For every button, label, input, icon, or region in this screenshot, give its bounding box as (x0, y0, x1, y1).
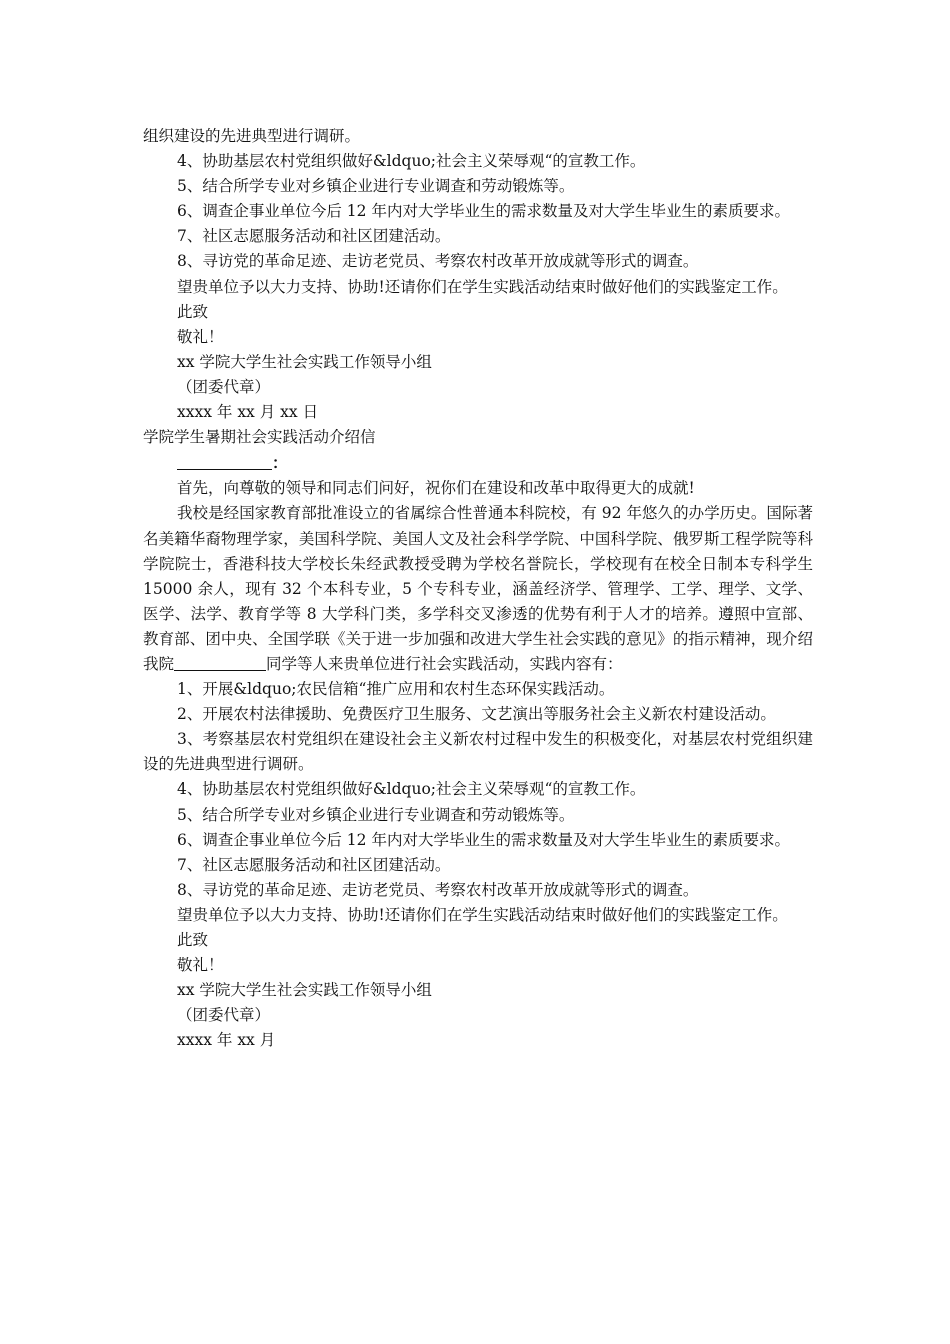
list-item: 4、协助基层农村党组织做好&ldquo;社会主义荣辱观“的宣教工作。 (177, 780, 646, 799)
list-item: 3、考察基层农村党组织在建设社会主义新农村过程中发生的积极变化，对基层农村党组织建设的先进典型进行调研。 (143, 730, 813, 774)
list-item: 2、开展农村法律援助、免费医疗卫生服务、文艺演出等服务社会主义新农村建设活动。 (177, 705, 776, 724)
intro-paragraph (143, 501, 813, 677)
recipient-blank (177, 453, 272, 470)
date-line: xxxx 年 xx 月 (177, 1031, 276, 1050)
list-item: 4、协助基层农村党组织做好&ldquo;社会主义荣辱观“的宣教工作。 (177, 152, 646, 171)
intro-text: 我校是经国家教育部批准设立的省属综合性普通本科院校，有 92 年悠久的办学历史。国际著名美籍华裔物理学家，美国科学院、美国人文及社会科学学院、中国科学院、俄罗斯工程学院等科学院院士，香港科技大学校长朱经武教授受聘为学校名誉院长，学校现有在校全日制本专科学生 15000 余人，现有 32 个本科专业，5 个专科专业，涵盖经济学、管理学、工学、理学、文学、医学、法学、教育学等 8 大学科门类，多学科交叉渗透的优势有利于人才的培养。遵照中宣部、教育部、团中央、全国学联《关于进一步加强和改进大学生社会实践的意见》的指示精神，现介绍我院 (143, 504, 813, 673)
list-item: 5、结合所学专业对乡镇企业进行专业调查和劳动锻炼等。 (177, 805, 575, 824)
salutation (143, 450, 813, 476)
list-item: 6、调查企事业单位今后 12 年内对大学毕业生的需求数量及对大学生毕业生的素质要求。 (177, 830, 790, 849)
signature-line: xx 学院大学生社会实践工作领导小组 (177, 352, 432, 371)
seal-line: （团委代章） (177, 1006, 271, 1025)
intro-text-continued: 同学等人来贵单位进行社会实践活动，实践内容有： (266, 654, 623, 673)
list-item: 8、寻访党的革命足迹、走访老党员、考察农村改革开放成就等形式的调查。 (177, 252, 699, 271)
letter-title: 学院学生暑期社会实践活动介绍信 (143, 428, 376, 447)
list-item: 8、寻访党的革命足迹、走访老党员、考察农村改革开放成就等形式的调查。 (177, 880, 699, 899)
part1-section (143, 124, 813, 425)
list-item: 7、社区志愿服务活动和社区团建活动。 (177, 855, 451, 874)
greeting-paragraph: 首先，向尊敬的领导和同志们问好，祝你们在建设和改革中取得更大的成就! (177, 479, 695, 498)
request-paragraph: 望贵单位予以大力支持、协助!还请你们在学生实践活动结束时做好他们的实践鉴定工作。 (177, 277, 788, 296)
date-line: xxxx 年 xx 月 xx 日 (177, 403, 319, 422)
seal-line: （团委代章） (177, 377, 271, 396)
signature-line: xx 学院大学生社会实践工作领导小组 (177, 981, 432, 1000)
request-paragraph: 望贵单位予以大力支持、协助!还请你们在学生实践活动结束时做好他们的实践鉴定工作。 (177, 905, 788, 924)
student-name-blank (174, 654, 266, 671)
list-item: 7、社区志愿服务活动和社区团建活动。 (177, 227, 451, 246)
list-item: 5、结合所学专业对乡镇企业进行专业调查和劳动锻炼等。 (177, 177, 575, 196)
closing-line: 此致 (177, 931, 209, 949)
letter2-section (143, 425, 813, 1053)
salutation-colon: ： (272, 453, 288, 473)
salute-line: 敬礼！ (177, 327, 224, 346)
paragraph: 组织建设的先进典型进行调研。 (143, 127, 361, 145)
list-item: 1、开展&ldquo;农民信箱“推广应用和农村生态环保实践活动。 (177, 680, 615, 699)
list-item: 6、调查企事业单位今后 12 年内对大学毕业生的需求数量及对大学生毕业生的素质要求。 (177, 202, 790, 221)
closing-line: 此致 (177, 302, 209, 321)
salute-line: 敬礼！ (177, 956, 224, 975)
document-body (143, 124, 813, 1053)
